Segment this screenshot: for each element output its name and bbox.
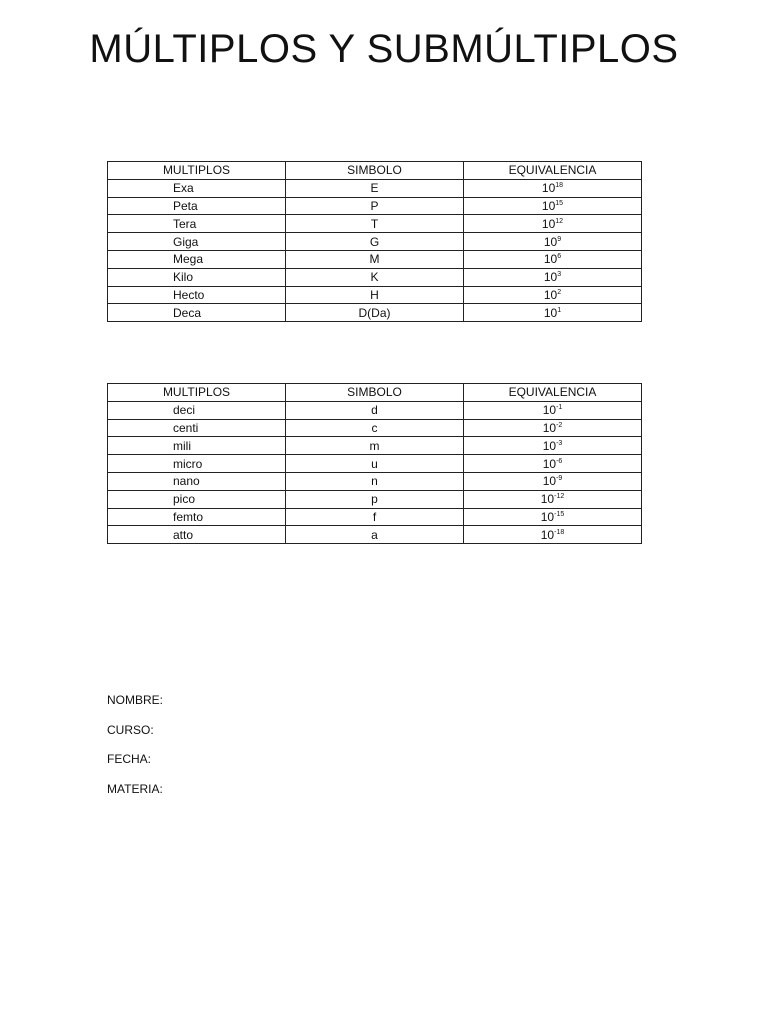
prefix-symbol: a bbox=[286, 526, 464, 544]
submultiples-table bbox=[107, 383, 642, 544]
power-base: 10 bbox=[541, 198, 556, 213]
power-exponent: -6 bbox=[556, 457, 563, 465]
table-row bbox=[108, 197, 642, 215]
prefix-symbol: G bbox=[286, 233, 464, 251]
power-base: 10 bbox=[541, 216, 556, 231]
power-exponent: 2 bbox=[557, 288, 562, 296]
column-header-equivalencia: EQUIVALENCIA bbox=[464, 384, 642, 402]
power-base: 10 bbox=[542, 456, 557, 471]
prefix-equivalence bbox=[464, 401, 642, 419]
table-row bbox=[108, 268, 642, 286]
table-row bbox=[108, 215, 642, 233]
column-header-simbolo: SIMBOLO bbox=[286, 162, 464, 180]
table-row bbox=[108, 233, 642, 251]
power-exponent: 18 bbox=[555, 182, 564, 190]
power-exponent: -1 bbox=[556, 404, 563, 412]
power-base: 10 bbox=[540, 492, 555, 507]
fecha-label: FECHA: bbox=[107, 752, 152, 767]
prefix-symbol: c bbox=[286, 419, 464, 437]
prefix-symbol: n bbox=[286, 472, 464, 490]
table-row bbox=[108, 419, 642, 437]
prefix-name: mili bbox=[108, 437, 286, 455]
prefix-symbol: P bbox=[286, 197, 464, 215]
curso-label: CURSO: bbox=[107, 722, 154, 737]
power-exponent: -2 bbox=[556, 421, 563, 429]
prefix-name: Tera bbox=[108, 215, 286, 233]
table-header-row bbox=[108, 162, 642, 180]
prefix-equivalence bbox=[464, 455, 642, 473]
prefix-symbol: E bbox=[286, 179, 464, 197]
table-row bbox=[108, 508, 642, 526]
prefix-name: Hecto bbox=[108, 286, 286, 304]
power-exponent: 1 bbox=[557, 306, 562, 314]
prefix-name: deci bbox=[108, 401, 286, 419]
table-row bbox=[108, 490, 642, 508]
prefix-equivalence bbox=[464, 233, 642, 251]
power-exponent: 15 bbox=[555, 199, 564, 207]
power-exponent: -3 bbox=[556, 439, 563, 447]
power-base: 10 bbox=[543, 270, 558, 285]
power-base: 10 bbox=[543, 287, 558, 302]
prefix-equivalence bbox=[464, 179, 642, 197]
prefix-equivalence bbox=[464, 197, 642, 215]
prefix-name: centi bbox=[108, 419, 286, 437]
prefix-symbol: K bbox=[286, 268, 464, 286]
table-row bbox=[108, 437, 642, 455]
power-exponent: 12 bbox=[555, 217, 564, 225]
prefix-equivalence bbox=[464, 508, 642, 526]
page-title: MÚLTIPLOS Y SUBMÚLTIPLOS bbox=[89, 27, 679, 71]
power-base: 10 bbox=[542, 403, 557, 418]
prefix-name: Peta bbox=[108, 197, 286, 215]
table-row bbox=[108, 526, 642, 544]
multiples-table bbox=[107, 161, 642, 322]
power-base: 10 bbox=[540, 527, 555, 542]
prefix-symbol: M bbox=[286, 250, 464, 268]
prefix-name: pico bbox=[108, 490, 286, 508]
power-base: 10 bbox=[540, 509, 555, 524]
prefix-symbol: H bbox=[286, 286, 464, 304]
prefix-equivalence bbox=[464, 437, 642, 455]
prefix-name: Mega bbox=[108, 250, 286, 268]
table-row bbox=[108, 179, 642, 197]
materia-label: MATERIA: bbox=[107, 781, 163, 796]
prefix-equivalence bbox=[464, 472, 642, 490]
power-base: 10 bbox=[542, 420, 557, 435]
prefix-name: Exa bbox=[108, 179, 286, 197]
power-base: 10 bbox=[543, 234, 558, 249]
student-info-form bbox=[107, 690, 163, 808]
power-base: 10 bbox=[543, 305, 558, 320]
power-exponent: -9 bbox=[556, 475, 563, 483]
power-exponent: 6 bbox=[557, 253, 562, 261]
prefix-equivalence bbox=[464, 526, 642, 544]
power-base: 10 bbox=[542, 474, 557, 489]
prefix-equivalence bbox=[464, 215, 642, 233]
prefix-symbol: D(Da) bbox=[286, 304, 464, 322]
column-header-equivalencia: EQUIVALENCIA bbox=[464, 162, 642, 180]
table-row bbox=[108, 286, 642, 304]
power-exponent: -18 bbox=[554, 528, 565, 536]
column-header-simbolo: SIMBOLO bbox=[286, 384, 464, 402]
power-base: 10 bbox=[542, 438, 557, 453]
power-exponent: -12 bbox=[554, 493, 565, 501]
power-exponent: 9 bbox=[557, 235, 562, 243]
nombre-label: NOMBRE: bbox=[107, 693, 164, 707]
prefix-name: nano bbox=[108, 472, 286, 490]
column-header-multiplos: MULTIPLOS bbox=[108, 384, 286, 402]
prefix-equivalence bbox=[464, 490, 642, 508]
prefix-equivalence bbox=[464, 304, 642, 322]
prefix-symbol: u bbox=[286, 455, 464, 473]
prefix-name: femto bbox=[108, 508, 286, 526]
table-row bbox=[108, 304, 642, 322]
table-header-row bbox=[108, 384, 642, 402]
prefix-symbol: p bbox=[286, 490, 464, 508]
prefix-symbol: d bbox=[286, 401, 464, 419]
prefix-name: micro bbox=[108, 455, 286, 473]
power-base: 10 bbox=[541, 181, 556, 196]
prefix-equivalence bbox=[464, 268, 642, 286]
prefix-name: atto bbox=[108, 526, 286, 544]
table-row bbox=[108, 250, 642, 268]
prefix-equivalence bbox=[464, 419, 642, 437]
prefix-symbol: T bbox=[286, 215, 464, 233]
table-row bbox=[108, 472, 642, 490]
table-row bbox=[108, 401, 642, 419]
power-exponent: -15 bbox=[554, 510, 565, 518]
prefix-name: Deca bbox=[108, 304, 286, 322]
prefix-symbol: m bbox=[286, 437, 464, 455]
prefix-name: Kilo bbox=[108, 268, 286, 286]
prefix-symbol: f bbox=[286, 508, 464, 526]
power-base: 10 bbox=[543, 252, 558, 267]
power-exponent: 3 bbox=[557, 271, 562, 279]
prefix-name: Giga bbox=[108, 233, 286, 251]
prefix-equivalence bbox=[464, 286, 642, 304]
column-header-multiplos: MULTIPLOS bbox=[108, 162, 286, 180]
table-row bbox=[108, 455, 642, 473]
prefix-equivalence bbox=[464, 250, 642, 268]
